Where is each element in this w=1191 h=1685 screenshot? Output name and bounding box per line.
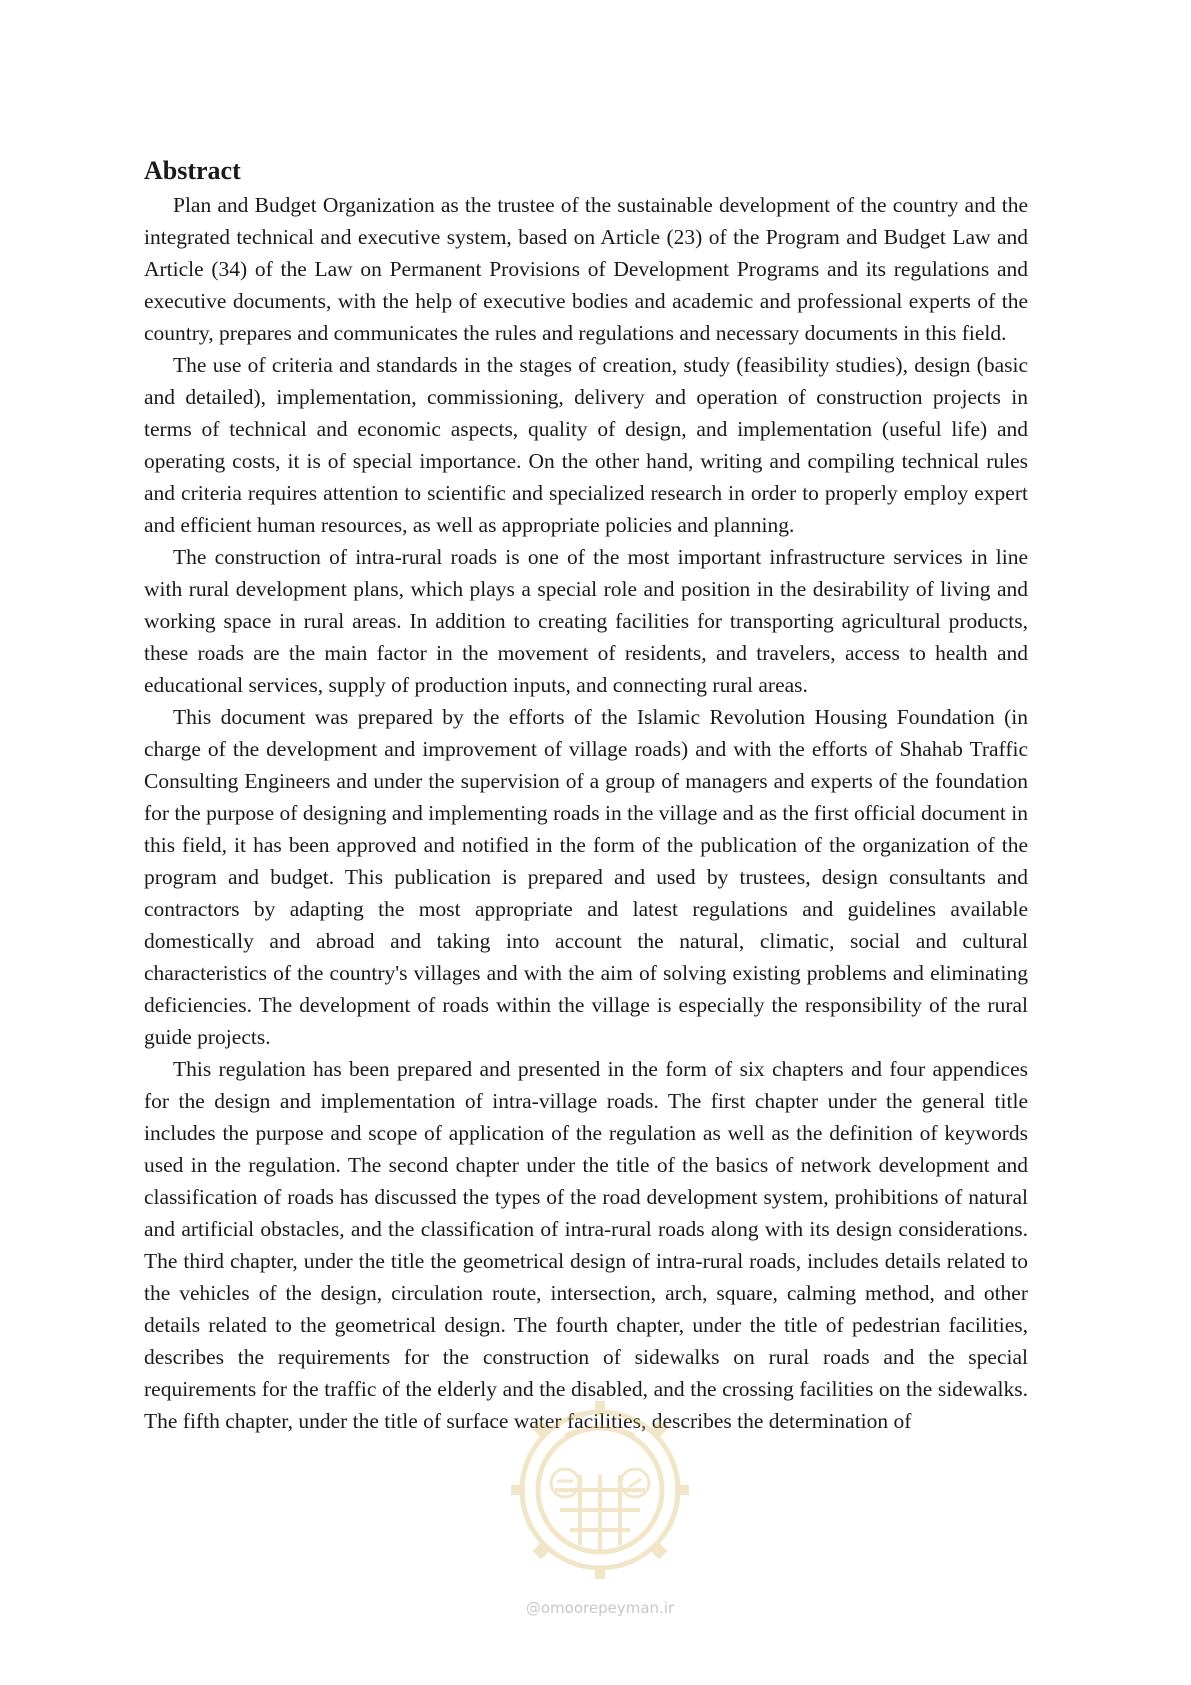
watermark-url: @omoorepeyman.ir [525,1599,675,1617]
paragraph-2: The use of criteria and standards in the stages of creation, study (feasibility studies), design (basic and detailed), implementation, commissioning, delivery and operation of construction projects in terms of technical and economic aspects, quality of design, and implementation (useful life) and operating costs, it is of special importance. On the other hand, writing and compiling technical rules and criteria requires attention to scientific and specialized research in order to properly employ expert and efficient human resources, as well as appropriate policies and planning. [144,353,1028,537]
paragraph-3: The construction of intra-rural roads is one of the most important infrastructure services in line with rural development plans, which plays a special role and position in the desirability of living and working space in rural areas. In addition to creating facilities for transporting agricultural products, these roads are the main factor in the movement of residents, and travelers, access to health and educational services, supply of production inputs, and connecting rural areas. [144,545,1028,697]
paragraph-5: This regulation has been prepared and presented in the form of six chapters and four appendices for the design and implementation of intra-village roads. The first chapter under the general title includes the purpose and scope of application of the regulation as well as the definition of keywords used in the regulation. The second chapter under the title of the basics of network development and classification of roads has discussed the types of the road development system, prohibitions of natural and artificial obstacles, and the classification of intra-rural roads along with its design considerations. The third chapter, under the title the geometrical design of intra-rural roads, includes details related to the vehicles of the design, circulation route, intersection, arch, square, calming method, and other details related to the geometrical design. The fourth chapter, under the title of pedestrian facilities, describes the requirements for the construction of sidewalks on rural roads and the special requirements for the traffic of the elderly and the disabled, and the crossing facilities on the sidewalks. The fifth chapter, under the title of surface water facilities, describes the determination of [144,1057,1028,1433]
paragraph-4: This document was prepared by the efforts of the Islamic Revolution Housing Foundation (in charge of the development and improvement of village roads) and with the efforts of Shahab Traffic Consulting Engineers and under the supervision of a group of managers and experts of the foundation for the purpose of designing and implementing roads in the village and as the first official document in this field, it has been approved and notified in the form of the publication of the organization of the program and budget. This publication is prepared and used by trustees, design consultants and contractors by adapting the most appropriate and latest regulations and guidelines available domestically and abroad and taking into account the natural, climatic, social and cultural characteristics of the country's villages and with the aim of solving existing problems and eliminating deficiencies. The development of roads within the village is especially the responsibility of the rural guide projects. [144,705,1028,1049]
document-page [144,155,1028,1437]
section-heading: Abstract [144,156,241,185]
paragraph-1: Plan and Budget Organization as the trustee of the sustainable development of the country and the integrated technical and executive system, based on Article (23) of the Program and Budget Law and Article (34) of the Law on Permanent Provisions of Development Programs and its regulations and executive documents, with the help of executive bodies and academic and professional experts of the country, prepares and communicates the rules and regulations and necessary documents in this field. [144,193,1028,345]
